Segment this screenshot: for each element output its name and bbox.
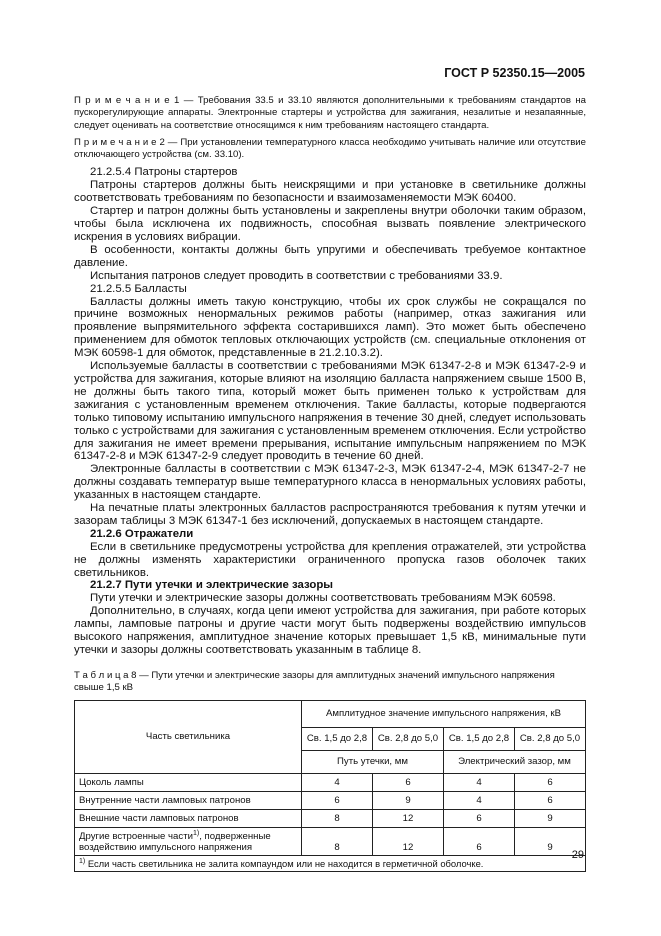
range-header: Св. 1,5 до 2,8 (302, 727, 373, 750)
row-label-text: Другие встроенные части (79, 831, 193, 843)
footnote-mark: 1) (79, 858, 86, 866)
table-row (75, 791, 586, 809)
document-header: ГОСТ Р 52350.15—2005 (444, 66, 585, 80)
paragraph: Патроны стартеров должны быть неискрящими и при установке в светильнике должны соответствовать требованиям по безопасности и взаимозаменяемости МЭК 60400. (74, 179, 586, 205)
row-label (75, 827, 302, 855)
subheader-clearance: Электрический зазор, мм (444, 750, 586, 773)
table-footnote (75, 856, 586, 872)
table-row (75, 773, 586, 791)
paragraph: Используемые балласты в соответствии с требованиями МЭК 61347-2-8 и МЭК 61347-2-9 и устройства для зажигания, которые влияют на изоляцию балласта напряжением свыше 1500 В, не должны быть такого типа, который может быть применен только к устройствам для зажигания с установленным временем отключения. Такие балласты, которые подвергаются только типовому испытанию импульсного напряжения в течение 30 дней, следует использовать только с устройствами для зажигания с установленным временем отключения. Если устройство для зажигания не имеет времени прерывания, испытание импульсным напряжением по МЭК 61347-2-8 и МЭК 61347-2-9 следует проводить в течение 60 дней. (74, 360, 586, 463)
paragraph: Пути утечки и электрические зазоры должны соответствовать требованиям МЭК 60598. (90, 592, 556, 605)
footnote-text: Если часть светильника не залита компаундом или не находится в герметичной оболочке. (85, 858, 484, 870)
range-header: Св. 2,8 до 5,0 (515, 727, 586, 750)
creepage-table (74, 700, 586, 872)
row-label-text: , подверженные воздействию импульсного напряжения (79, 831, 271, 854)
paragraph: Электронные балласты в соответствии с МЭК 61347-2-3, МЭК 61347-2-4, МЭК 61347-2-7 не должны создавать температур выше температурного класса в ненормальных условиях работы, указанных в настоящем стандарте. (74, 463, 586, 502)
cell: 6 (515, 791, 586, 809)
note-1: П р и м е ч а н и е 1 — Требования 33.5 и 33.10 являются дополнительными к требованиям стандартов на пускорегулирующие аппараты. Электронные стартеры и устройства для зажигания, незалитые и незапаянные, следует оценивать на соответствие относящимся к ним требованиям настоящего стандарта. (74, 95, 586, 131)
page-content (74, 95, 586, 872)
cell: 6 (373, 773, 444, 791)
paragraph: Дополнительно, в случаях, когда цепи имеют устройства для зажигания, при работе которых лампы, ламповые патроны и другие части могут быть подвержены воздействию импульсов высокого напряжения, амплитудное значение которых превышает 1,5 кВ, минимальные пути утечки и зазоры должны соответствовать указанным в таблице 8. (74, 605, 586, 657)
cell: 12 (373, 809, 444, 827)
cell: 6 (302, 791, 373, 809)
section-heading-ballasts: 21.2.5.5 Балласты (90, 282, 187, 295)
cell: 4 (302, 773, 373, 791)
range-header: Св. 2,8 до 5,0 (373, 727, 444, 750)
row-label: Внешние части ламповых патронов (75, 809, 302, 827)
cell: 4 (444, 773, 515, 791)
paragraph: Стартер и патрон должны быть установлены и закреплены внутри оболочки таким образом, чтобы была исключена их подвижность, способная вызвать появление электрического искрения в условиях вибрации. (74, 205, 586, 244)
table-row (75, 809, 586, 827)
section-heading-creepage: 21.2.7 Пути утечки и электрические зазоры (90, 579, 334, 592)
paragraph: Балласты должны иметь такую конструкцию, чтобы их срок службы не сокращался по причине возможных ненормальных режимов работы (например, отказ зажигания или проявление выпрямительного эффекта состарившихся ламп). Это может быть обеспечено применением для обмоток тепловых отключающих устройств (см. специальные отклонения от МЭК 60598-1 для обмоток, представленные в 21.2.10.3.2). (74, 295, 586, 360)
note-2: П р и м е ч а н и е 2 — При установлении температурного класса необходимо учитывать наличие или отсутствие отключающего устройства (см. 33.10). (74, 136, 586, 161)
section-heading-starter-holders: 21.2.5.4 Патроны стартеров (90, 166, 238, 179)
cell: 9 (515, 809, 586, 827)
cell: 6 (515, 773, 586, 791)
section-heading-reflectors: 21.2.6 Отражатели (90, 527, 194, 540)
column-header-group: Амплитудное значение импульсного напряжения, кВ (302, 700, 586, 727)
table-caption: Т а б л и ц а 8 — Пути утечки и электрические зазоры для амплитудных значений импульсного напряжения свыше 1,5 кВ (74, 669, 555, 693)
paragraph: Испытания патронов следует проводить в соответствии с требованиями 33.9. (90, 269, 503, 282)
cell: 8 (302, 827, 373, 855)
cell: 9 (373, 791, 444, 809)
subheader-creepage: Путь утечки, мм (302, 750, 444, 773)
column-header-part: Часть светильника (75, 700, 302, 773)
cell: 12 (373, 827, 444, 855)
page-number: 29 (571, 849, 584, 861)
table-row (75, 827, 586, 855)
cell: 9 (515, 827, 586, 855)
row-label: Внутренние части ламповых патронов (75, 791, 302, 809)
range-header: Св. 1,5 до 2,8 (444, 727, 515, 750)
cell: 4 (444, 791, 515, 809)
paragraph: В особенности, контакты должны быть упругими и обеспечивать требуемое контактное давление. (74, 243, 586, 269)
cell: 6 (444, 827, 515, 855)
cell: 8 (302, 809, 373, 827)
paragraph: Если в светильнике предусмотрены устройства для крепления отражателей, эти устройства не должны изменять характеристики ограниченного пропуска газов оболочек таких светильников. (74, 540, 586, 579)
paragraph: На печатные платы электронных балластов распространяются требования к путям утечки и зазорам таблицы 3 МЭК 61347-1 без исключений, допускаемых в настоящем стандарте. (74, 502, 586, 527)
footnote-ref: 1) (192, 829, 200, 837)
cell: 6 (444, 809, 515, 827)
row-label: Цоколь лампы (75, 773, 302, 791)
